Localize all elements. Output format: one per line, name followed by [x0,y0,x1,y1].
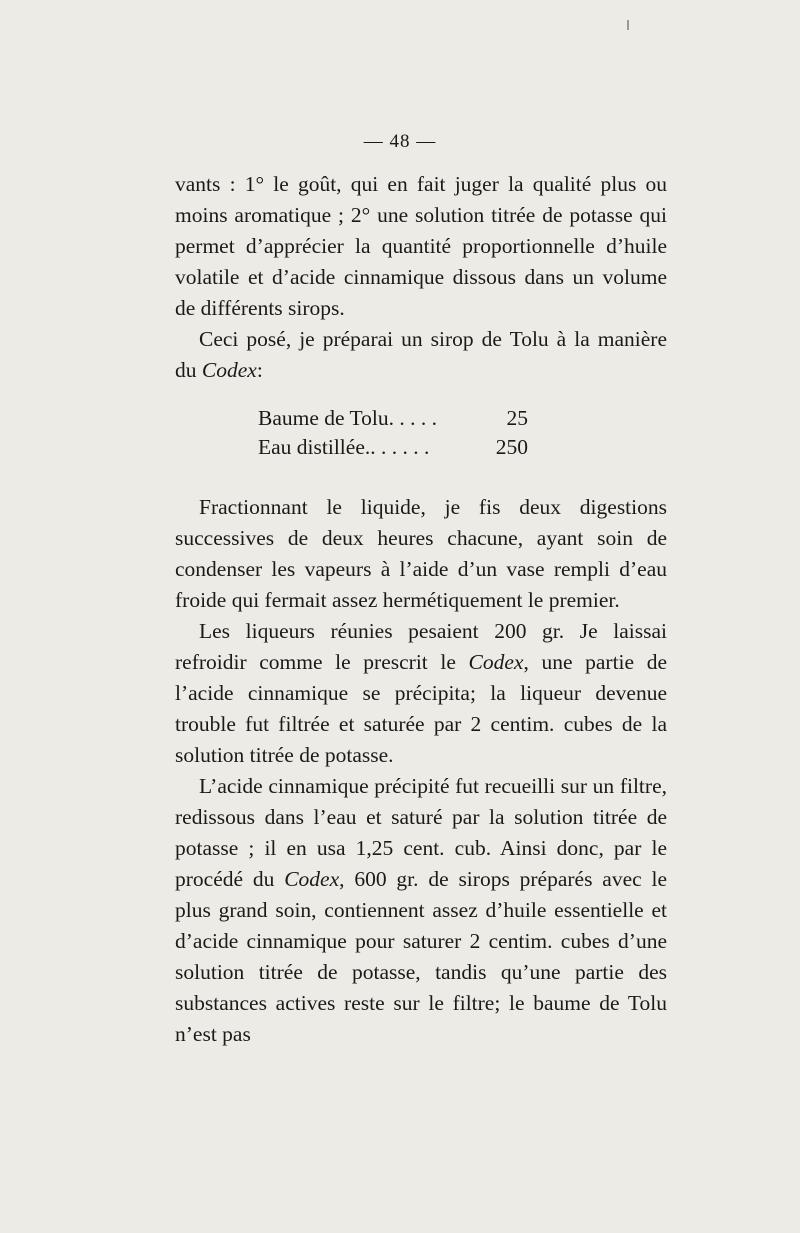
paragraph-5-text-before-emphasis: L’acide cinnamique précipité fut recueilli sur un filtre, redissous dans l’eau et saturé par la solution titrée de potasse ; il en usa 1,25 cent. cub. Ainsi donc, par le procédé du [175,774,667,891]
recipe-row [258,433,528,462]
paragraph-2-text-after-emphasis: : [256,358,263,382]
recipe-quantity: 25 [506,406,528,430]
paragraph-2-emphasis: Codex [201,358,257,382]
paragraph-5-emphasis: Codex [284,867,340,891]
paragraph-3: Fractionnant le liquide, je fis deux digestions successives de deux heures chacune, ayant soin de condenser les vapeurs à l’aide d’un vase rempli d’eau froide qui fermait assez hermétiquement le premier. [175,495,667,612]
text-after-recipe [175,492,667,1050]
paragraph-4 [175,616,667,771]
text-before-recipe [175,169,667,386]
recipe-list [258,404,528,462]
paragraph-5-text-after-emphasis: , 600 gr. de sirops préparés avec le plus grand soin, contiennent assez d’huile essentielle et d’acide cinnamique pour saturer 2 centim. cubes d’une solution titrée de potasse, tandis qu’une partie des substances actives reste sur le filtre; le baume de Tolu n’est pas [175,867,667,1046]
paragraph-2 [175,324,667,386]
page-number: — 48 — [363,131,437,152]
paragraph-1: vants : 1° le goût, qui en fait juger la qualité plus ou moins aromatique ; 2° une solution titrée de potasse qui permet d’apprécier la quantité proportionnelle d’huile volatile et d’acide cinnamique dissous dans un volume de différents sirops. [175,172,667,320]
paragraph-2-text-before-emphasis: Ceci posé, je préparai un sirop de Tolu à la manière du [175,327,667,382]
paragraph-5 [175,771,667,1050]
paragraph-4-emphasis: Codex [468,650,524,674]
scan-mark [627,20,629,30]
recipe-quantity: 250 [495,435,528,459]
paragraph-4-text-after-emphasis: , une partie de l’acide cinnamique se précipita; la liqueur devenue trouble fut filtrée et saturée par 2 centim. cubes de la solution titrée de potasse. [175,650,667,767]
recipe-label: Eau distillée.. . . . . . [258,435,430,459]
recipe-label: Baume de Tolu. . . . . [258,406,438,430]
recipe-row [258,404,528,433]
paragraph-4-text-before-emphasis: Les liqueurs réunies pesaient 200 gr. Je laissai refroidir comme le prescrit le [175,619,667,674]
